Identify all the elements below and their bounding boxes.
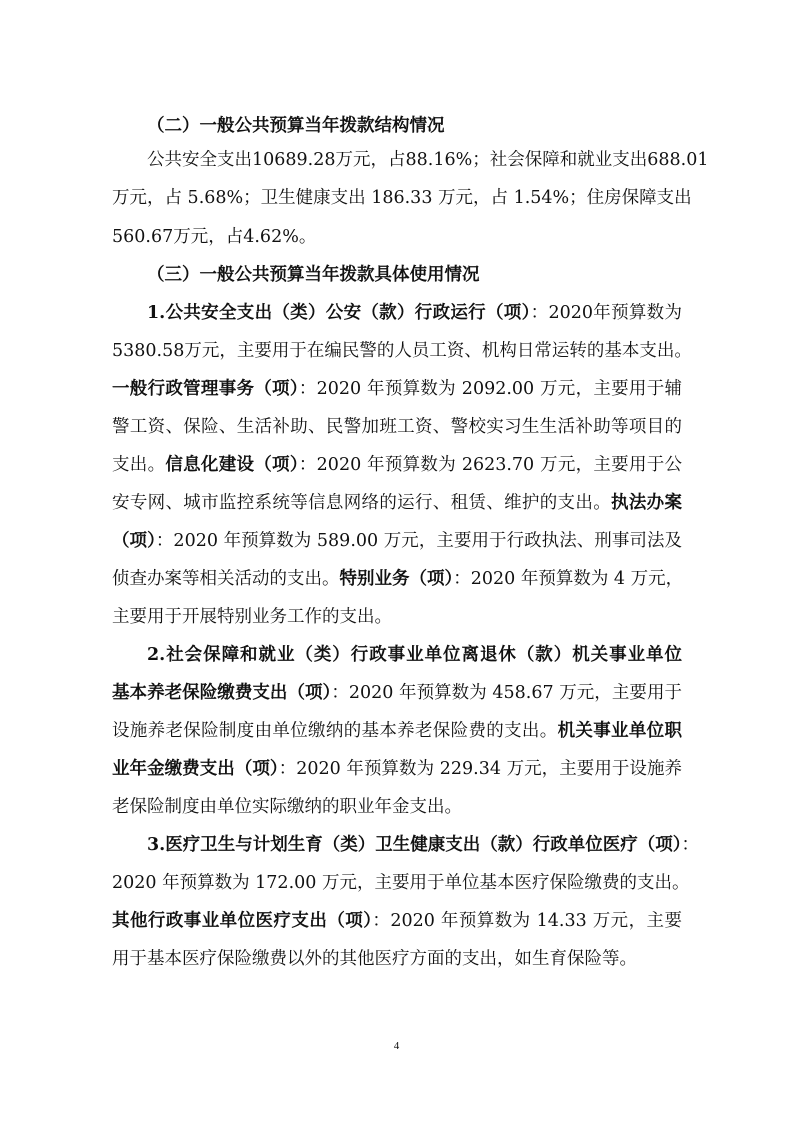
item-line (147, 301, 682, 325)
item-line (112, 491, 682, 515)
text-run: ：2020年预算数为 (530, 303, 682, 323)
bold-term: 1.公共安全支出（类）公安（款）行政运行（项） (147, 303, 531, 323)
page-number: 4 (393, 1040, 400, 1052)
bold-term: 信息化建设（项） (165, 455, 299, 475)
bold-term: 2.社会保障和就业（类）行政事业单位离退休（款）机关事业单位 (147, 645, 682, 665)
text-run: 安专网、城市监控系统等信息网络的运行、租赁、维护的支出。 (112, 493, 612, 513)
item-line (147, 833, 700, 857)
section-heading: （二）一般公共预算当年拨款结构情况 (147, 116, 445, 136)
item-line (112, 795, 682, 819)
item-line (112, 529, 682, 553)
item-line (112, 605, 682, 629)
item-line (112, 681, 682, 705)
text-run: ： (681, 835, 700, 855)
bold-term: 业年金缴费支出（项） (112, 759, 279, 779)
paragraph-line (112, 186, 692, 210)
text-run: ：2020 年预算数为 589.00 万元，主要用于行政执法、刑事司法及 (155, 531, 682, 551)
text-run: 560.67万元，占4.62%。 (112, 227, 317, 247)
text-run: 设施养老保险制度由单位缴纳的基本养老保险费的支出。 (112, 721, 558, 741)
text-run: 2020 年预算数为 172.00 万元，主要用于单位基本医疗保险缴费的支出。 (112, 873, 690, 893)
bold-term: 特别业务（项） (339, 569, 454, 589)
paragraph-line (112, 225, 682, 249)
text-run: 老保险制度由单位实际缴纳的职业年金支出。 (112, 797, 462, 817)
text-run: 5380.58万元，主要用于在编民警的人员工资、机构日常运转的基本支出。 (112, 341, 692, 361)
text-run: 公共安全支出10689.28万元，占88.16%；社会保障和就业支出688.01 (147, 150, 709, 170)
item-line (112, 871, 690, 895)
text-run: 警工资、保险、生活补助、民警加班工资、警校实习生生活补助等项目的 (112, 417, 682, 437)
text-run: ：2020 年预算数为 2092.00 万元，主要用于辅 (298, 379, 683, 399)
text-run: 用于基本医疗保险缴费以外的其他医疗方面的支出，如生育保险等。 (112, 949, 637, 969)
item-line (112, 719, 682, 743)
item-line (112, 567, 682, 591)
item-line (147, 643, 682, 667)
text-run: ：2020 年预算数为 229.34 万元，主要用于设施养 (278, 759, 682, 779)
bold-term: 执法办案 (611, 493, 682, 513)
bold-term: 基本养老保险缴费支出（项） (112, 683, 332, 703)
paragraph-line (147, 148, 709, 172)
item-line (112, 377, 682, 401)
item-line (112, 909, 682, 933)
text-run: 支出。 (112, 455, 166, 475)
text-run: ：2020 年预算数为 14.33 万元，主要 (372, 911, 682, 931)
text-run: ：2020 年预算数为 2623.70 万元，主要用于公 (298, 455, 683, 475)
text-run: 主要用于开展特别业务工作的支出。 (112, 607, 392, 627)
bold-term: 一般行政管理事务（项） (112, 379, 299, 399)
item-line (112, 453, 682, 477)
text-run: 侦查办案等相关活动的支出。 (112, 569, 340, 589)
text-run: ：2020 年预算数为 4 万元， (453, 569, 684, 589)
text-run: ：2020 年预算数为 458.67 万元，主要用于 (331, 683, 682, 703)
text-run: 万元，占 5.68%；卫生健康支出 186.33 万元，占 1.54%；住房保障支出 (112, 188, 692, 208)
bold-term: 机关事业单位职 (557, 721, 682, 741)
bold-term: （项） (112, 531, 156, 551)
bold-term: 其他行政事业单位医疗支出（项） (112, 911, 373, 931)
item-line (112, 415, 682, 439)
section-heading: （三）一般公共预算当年拨款具体使用情况 (147, 265, 480, 285)
item-line (112, 339, 692, 363)
bold-term: 3.医疗卫生与计划生育（类）卫生健康支出（款）行政单位医疗（项） (147, 835, 682, 855)
item-line (112, 947, 682, 971)
item-line (112, 757, 682, 781)
